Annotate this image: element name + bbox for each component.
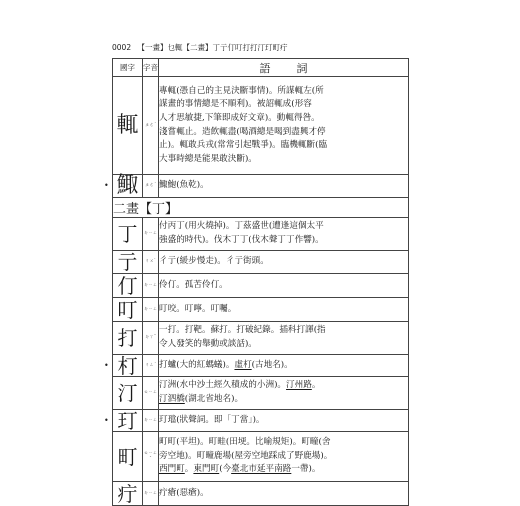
table-row bbox=[113, 482, 409, 506]
table-row bbox=[113, 298, 409, 322]
entry-char: 輒 bbox=[113, 77, 143, 175]
entry-pron: ㄊㄧㄥˇ bbox=[143, 432, 159, 482]
table-row bbox=[113, 274, 409, 298]
entry-def: 叮咬。叮嚀。叮囑。 bbox=[159, 298, 409, 322]
table-row bbox=[113, 322, 409, 355]
entry-pron: ㄉㄧㄥ bbox=[143, 410, 159, 432]
entry-char: 町 bbox=[113, 432, 143, 482]
entry-char: 打 bbox=[113, 322, 143, 355]
entry-pron: ㄊㄧㄥ bbox=[143, 377, 159, 410]
header-char: 國字 bbox=[113, 59, 143, 77]
entry-pron: ㄉㄚˇ bbox=[143, 322, 159, 355]
place-name: 臺北市延平南路 bbox=[231, 464, 292, 475]
entry-char: 叮 bbox=[113, 298, 143, 322]
table-row bbox=[113, 77, 409, 175]
entry-pron: ㄉㄧㄥ bbox=[143, 274, 159, 298]
entry-char-cell bbox=[104, 353, 143, 378]
entry-pron: ㄉㄧㄥ bbox=[143, 482, 159, 506]
entry-char: 朾 bbox=[117, 353, 138, 378]
place-name: 東門町 bbox=[193, 464, 220, 475]
entry-def: 彳亍(緩步慢走)。彳亍街頭。 bbox=[159, 251, 409, 274]
place-name: 汀州路 bbox=[286, 380, 312, 391]
header-words: 語詞 bbox=[159, 59, 409, 77]
entry-pron: ㄓㄜˊ bbox=[143, 175, 159, 198]
page-header-text: 【一畫】乜輒【二畫】丁亍仃叮打打汀玎町疔 bbox=[137, 43, 288, 52]
table-row bbox=[113, 410, 409, 432]
place-name: 虛朾 bbox=[234, 359, 252, 370]
bullet-marker: • bbox=[104, 181, 109, 190]
table-row bbox=[113, 377, 409, 410]
entry-def: 一打。打靶。蘇打。打破紀錄。插科打諢(指 令人發笑的舉動或談話)。 bbox=[159, 322, 409, 355]
place-name: 汀泗橋 bbox=[159, 394, 185, 404]
entry-char-cell bbox=[104, 173, 143, 198]
entry-pron: ㄉㄧㄥ bbox=[143, 298, 159, 322]
entry-char: 玎 bbox=[117, 408, 138, 433]
table-row bbox=[113, 251, 409, 274]
table-row bbox=[113, 432, 409, 482]
dictionary-table bbox=[104, 58, 409, 506]
page-header bbox=[112, 42, 287, 53]
table-row bbox=[113, 218, 409, 251]
table-row bbox=[113, 175, 409, 198]
entry-def: 專輒(憑自己的主見決斷事情)。所謀輒左(所 謀畫的事情總是不順利)。被詔輒成(形容 人才思敏捷,下筆即成好文章)。動輒得咎。 淺嘗輒止。造飲輒盡(喝酒總是喝到盡興才停 止)。輒敢兵戎(常常引起戰爭)。臨機輒斷(臨 大事時總是能果敢決斷)。 bbox=[159, 77, 409, 175]
page-number: 0002 bbox=[112, 43, 132, 52]
entry-char: 汀 bbox=[113, 377, 143, 410]
entry-char: 仃 bbox=[113, 274, 143, 298]
table-header-row bbox=[113, 59, 409, 77]
entry-char: 亍 bbox=[113, 251, 143, 274]
section-row bbox=[113, 198, 409, 218]
table-row bbox=[113, 355, 409, 377]
entry-def: 汀洲(水中沙土經久積成的小洲)。汀州路。 汀泗橋(湖北省地名)。 bbox=[159, 377, 409, 410]
entry-pron: ㄉㄧㄥ bbox=[143, 218, 159, 251]
entry-char: 鯫 bbox=[116, 173, 139, 198]
entry-def: 玎璫(狀聲詞。即「丁當」)。 bbox=[159, 410, 409, 432]
entry-char: 丁 bbox=[113, 218, 143, 251]
bullet-marker: • bbox=[104, 415, 109, 425]
section-title: 二畫【丁】 bbox=[113, 198, 409, 218]
entry-char: 疔 bbox=[113, 482, 143, 506]
entry-pron: ㄔㄥˊ bbox=[143, 355, 159, 377]
entry-char-cell bbox=[104, 408, 143, 433]
entry-pron: ㄓㄜˊ bbox=[143, 77, 159, 175]
entry-def: 打蠦(大的紅螞蟻)。虛朾(古地名)。 bbox=[159, 355, 409, 377]
entry-def: 疔瘡(惡瘡)。 bbox=[159, 482, 409, 506]
entry-def: 町町(平坦)。町畦(田埂。比喻規矩)。町疃(舍 旁空地)。町疃鹿場(屋旁空地踩成了野鹿場)。 西門町。東門町(今臺北市延平南路一帶)。 bbox=[159, 432, 409, 482]
entry-def: 鯫鮑(魚乾)。 bbox=[159, 175, 409, 198]
entry-def: 伶仃。孤苦伶仃。 bbox=[159, 274, 409, 298]
bullet-marker: • bbox=[104, 360, 109, 370]
entry-def: 付丙丁(用火燒掉)。丁茲盛世(遭逢這個太平 強盛的時代)。伐木丁丁(伐木聲丁丁作響)。 bbox=[159, 218, 409, 251]
entry-pron: ㄔㄨˋ bbox=[143, 251, 159, 274]
place-name: 西門町 bbox=[159, 464, 185, 475]
header-pron: 字音 bbox=[143, 59, 159, 77]
